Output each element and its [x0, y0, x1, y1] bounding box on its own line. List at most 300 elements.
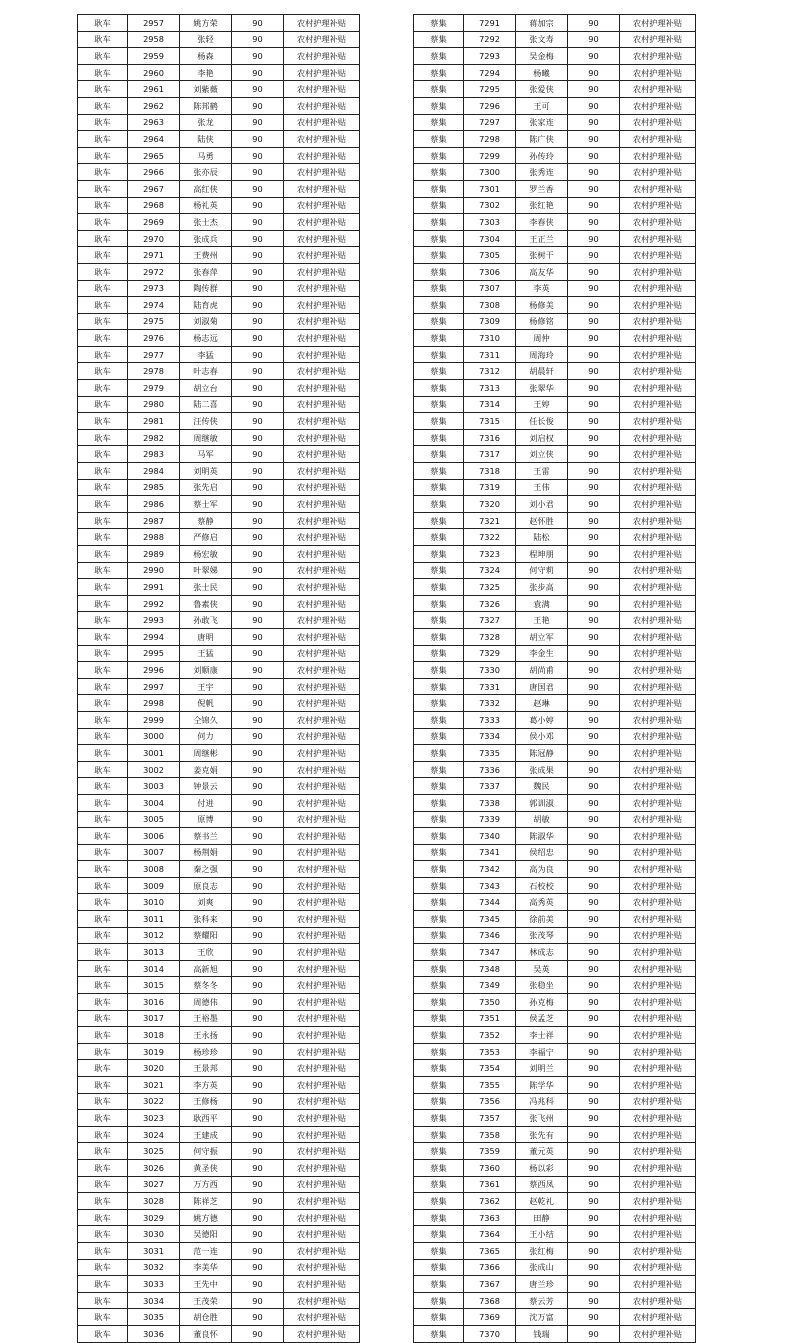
town-cell: 蔡集: [414, 396, 464, 413]
amount-cell: 90: [568, 595, 620, 612]
type-cell: 农村护理补贴: [620, 1159, 696, 1176]
name-cell: 王猛: [180, 645, 232, 662]
type-cell: 农村护理补贴: [620, 844, 696, 861]
serial-cell: 3027: [128, 1176, 180, 1193]
town-cell: 耿车: [78, 263, 128, 280]
name-cell: 李美华: [180, 1259, 232, 1276]
town-cell: 蔡集: [414, 960, 464, 977]
serial-cell: 2974: [128, 297, 180, 314]
amount-cell: 90: [232, 960, 284, 977]
table-row: [414, 1060, 696, 1077]
right-subsidy-table: [413, 14, 696, 1343]
amount-cell: 90: [568, 97, 620, 114]
serial-cell: 7295: [464, 81, 516, 98]
name-cell: 王永扬: [180, 1027, 232, 1044]
town-cell: 耿车: [78, 894, 128, 911]
table-row: [78, 546, 360, 563]
name-cell: 耿西平: [180, 1110, 232, 1127]
table-row: [78, 894, 360, 911]
type-cell: 农村护理补贴: [620, 1176, 696, 1193]
name-cell: 王雷: [516, 463, 568, 480]
town-cell: 耿车: [78, 1010, 128, 1027]
table-row: [414, 1209, 696, 1226]
amount-cell: 90: [568, 1226, 620, 1243]
town-cell: 蔡集: [414, 695, 464, 712]
table-row: [414, 1259, 696, 1276]
table-row: [414, 313, 696, 330]
type-cell: 农村护理补贴: [620, 147, 696, 164]
type-cell: 农村护理补贴: [620, 828, 696, 845]
table-row: [414, 761, 696, 778]
serial-cell: 3000: [128, 728, 180, 745]
type-cell: 农村护理补贴: [284, 811, 360, 828]
amount-cell: 90: [568, 877, 620, 894]
name-cell: 田静: [516, 1209, 568, 1226]
town-cell: 蔡集: [414, 1093, 464, 1110]
name-cell: 孙克梅: [516, 994, 568, 1011]
amount-cell: 90: [568, 280, 620, 297]
table-row: [78, 330, 360, 347]
name-cell: 张士杰: [180, 214, 232, 231]
serial-cell: 7366: [464, 1259, 516, 1276]
type-cell: 农村护理补贴: [620, 1043, 696, 1060]
serial-cell: 7308: [464, 297, 516, 314]
table-row: [78, 794, 360, 811]
town-cell: 蔡集: [414, 81, 464, 98]
name-cell: 唐兰珍: [516, 1276, 568, 1293]
type-cell: 农村护理补贴: [620, 297, 696, 314]
amount-cell: 90: [568, 313, 620, 330]
amount-cell: 90: [232, 778, 284, 795]
table-row: [78, 131, 360, 148]
type-cell: 农村护理补贴: [620, 745, 696, 762]
table-row: [78, 197, 360, 214]
table-row: [78, 579, 360, 596]
town-cell: 蔡集: [414, 280, 464, 297]
name-cell: 蔡书兰: [180, 828, 232, 845]
serial-cell: 7329: [464, 645, 516, 662]
town-cell: 蔡集: [414, 230, 464, 247]
table-row: [414, 1110, 696, 1127]
amount-cell: 90: [232, 297, 284, 314]
table-row: [414, 711, 696, 728]
town-cell: 耿车: [78, 180, 128, 197]
town-cell: 蔡集: [414, 1309, 464, 1326]
serial-cell: 3034: [128, 1292, 180, 1309]
town-cell: 耿车: [78, 1110, 128, 1127]
type-cell: 农村护理补贴: [284, 413, 360, 430]
amount-cell: 90: [232, 861, 284, 878]
serial-cell: 2988: [128, 529, 180, 546]
town-cell: 耿车: [78, 811, 128, 828]
table-row: [78, 64, 360, 81]
table-row: [78, 1060, 360, 1077]
serial-cell: 7293: [464, 48, 516, 65]
amount-cell: 90: [232, 1143, 284, 1160]
table-row: [414, 894, 696, 911]
amount-cell: 90: [232, 546, 284, 563]
amount-cell: 90: [232, 1093, 284, 1110]
serial-cell: 3020: [128, 1060, 180, 1077]
serial-cell: 3024: [128, 1126, 180, 1143]
name-cell: 仝锦久: [180, 711, 232, 728]
table-row: [78, 81, 360, 98]
serial-cell: 7304: [464, 230, 516, 247]
amount-cell: 90: [568, 180, 620, 197]
table-row: [414, 346, 696, 363]
serial-cell: 7321: [464, 512, 516, 529]
town-cell: 耿车: [78, 761, 128, 778]
town-cell: 耿车: [78, 828, 128, 845]
table-row: [414, 31, 696, 48]
type-cell: 农村护理补贴: [620, 994, 696, 1011]
serial-cell: 3035: [128, 1309, 180, 1326]
amount-cell: 90: [568, 247, 620, 264]
type-cell: 农村护理补贴: [284, 1292, 360, 1309]
serial-cell: 7319: [464, 479, 516, 496]
name-cell: 吴德阳: [180, 1226, 232, 1243]
name-cell: 胡仓胜: [180, 1309, 232, 1326]
town-cell: 耿车: [78, 479, 128, 496]
table-row: [78, 695, 360, 712]
type-cell: 农村护理补贴: [284, 1193, 360, 1210]
name-cell: 刘顺康: [180, 662, 232, 679]
amount-cell: 90: [232, 877, 284, 894]
amount-cell: 90: [232, 1110, 284, 1127]
town-cell: 耿车: [78, 413, 128, 430]
serial-cell: 7323: [464, 546, 516, 563]
name-cell: 姚方荣: [180, 15, 232, 32]
name-cell: 高秀英: [516, 894, 568, 911]
amount-cell: 90: [568, 562, 620, 579]
amount-cell: 90: [568, 1193, 620, 1210]
town-cell: 耿车: [78, 1027, 128, 1044]
serial-cell: 2982: [128, 429, 180, 446]
table-row: [414, 1143, 696, 1160]
amount-cell: 90: [568, 512, 620, 529]
name-cell: 陆育虎: [180, 297, 232, 314]
town-cell: 蔡集: [414, 877, 464, 894]
amount-cell: 90: [232, 529, 284, 546]
table-row: [414, 413, 696, 430]
serial-cell: 7370: [464, 1325, 516, 1342]
table-row: [414, 1077, 696, 1094]
amount-cell: 90: [568, 794, 620, 811]
table-row: [78, 960, 360, 977]
town-cell: 耿车: [78, 645, 128, 662]
serial-cell: 3008: [128, 861, 180, 878]
town-cell: 耿车: [78, 1077, 128, 1094]
type-cell: 农村护理补贴: [620, 463, 696, 480]
type-cell: 农村护理补贴: [620, 280, 696, 297]
town-cell: 耿车: [78, 595, 128, 612]
amount-cell: 90: [232, 794, 284, 811]
name-cell: 王可: [516, 97, 568, 114]
name-cell: 周仲: [516, 330, 568, 347]
town-cell: 蔡集: [414, 346, 464, 363]
serial-cell: 7311: [464, 346, 516, 363]
amount-cell: 90: [568, 1259, 620, 1276]
town-cell: 蔡集: [414, 1126, 464, 1143]
town-cell: 蔡集: [414, 1110, 464, 1127]
amount-cell: 90: [232, 147, 284, 164]
town-cell: 耿车: [78, 529, 128, 546]
town-cell: 耿车: [78, 214, 128, 231]
serial-cell: 3030: [128, 1226, 180, 1243]
table-row: [414, 180, 696, 197]
name-cell: 张亦辰: [180, 164, 232, 181]
name-cell: 高新旭: [180, 960, 232, 977]
serial-cell: 7357: [464, 1110, 516, 1127]
name-cell: 马军: [180, 446, 232, 463]
serial-cell: 3014: [128, 960, 180, 977]
amount-cell: 90: [568, 1209, 620, 1226]
type-cell: 农村护理补贴: [620, 778, 696, 795]
type-cell: 农村护理补贴: [620, 1077, 696, 1094]
amount-cell: 90: [568, 81, 620, 98]
serial-cell: 2977: [128, 346, 180, 363]
type-cell: 农村护理补贴: [284, 711, 360, 728]
town-cell: 蔡集: [414, 1242, 464, 1259]
town-cell: 蔡集: [414, 628, 464, 645]
amount-cell: 90: [232, 180, 284, 197]
amount-cell: 90: [232, 711, 284, 728]
town-cell: 耿车: [78, 297, 128, 314]
amount-cell: 90: [568, 546, 620, 563]
town-cell: 耿车: [78, 662, 128, 679]
town-cell: 蔡集: [414, 1143, 464, 1160]
serial-cell: 7358: [464, 1126, 516, 1143]
serial-cell: 7324: [464, 562, 516, 579]
serial-cell: 7364: [464, 1226, 516, 1243]
type-cell: 农村护理补贴: [620, 363, 696, 380]
type-cell: 农村护理补贴: [620, 1093, 696, 1110]
type-cell: 农村护理补贴: [284, 263, 360, 280]
amount-cell: 90: [232, 31, 284, 48]
town-cell: 耿车: [78, 64, 128, 81]
town-cell: 蔡集: [414, 745, 464, 762]
name-cell: 魏民: [516, 778, 568, 795]
type-cell: 农村护理补贴: [284, 1209, 360, 1226]
type-cell: 农村护理补贴: [284, 1010, 360, 1027]
name-cell: 黄圣侠: [180, 1159, 232, 1176]
table-row: [414, 147, 696, 164]
amount-cell: 90: [568, 463, 620, 480]
table-row: [414, 927, 696, 944]
town-cell: 蔡集: [414, 479, 464, 496]
type-cell: 农村护理补贴: [284, 446, 360, 463]
amount-cell: 90: [232, 330, 284, 347]
serial-cell: 7349: [464, 977, 516, 994]
serial-cell: 7310: [464, 330, 516, 347]
town-cell: 蔡集: [414, 512, 464, 529]
type-cell: 农村护理补贴: [284, 927, 360, 944]
name-cell: 杨以彩: [516, 1159, 568, 1176]
table-row: [414, 595, 696, 612]
serial-cell: 2996: [128, 662, 180, 679]
type-cell: 农村护理补贴: [620, 811, 696, 828]
name-cell: 侯绍忠: [516, 844, 568, 861]
type-cell: 农村护理补贴: [284, 579, 360, 596]
name-cell: 赵乾礼: [516, 1193, 568, 1210]
serial-cell: 7300: [464, 164, 516, 181]
town-cell: 蔡集: [414, 927, 464, 944]
table-row: [78, 711, 360, 728]
amount-cell: 90: [232, 612, 284, 629]
serial-cell: 3013: [128, 944, 180, 961]
type-cell: 农村护理补贴: [284, 1325, 360, 1342]
table-row: [414, 678, 696, 695]
serial-cell: 7361: [464, 1176, 516, 1193]
table-row: [414, 944, 696, 961]
name-cell: 王艳: [516, 612, 568, 629]
table-row: [414, 745, 696, 762]
table-row: [414, 960, 696, 977]
amount-cell: 90: [232, 479, 284, 496]
town-cell: 耿车: [78, 1259, 128, 1276]
serial-cell: 2970: [128, 230, 180, 247]
serial-cell: 7316: [464, 429, 516, 446]
table-row: [78, 463, 360, 480]
town-cell: 蔡集: [414, 1325, 464, 1342]
name-cell: 杨礼英: [180, 197, 232, 214]
name-cell: 李春侠: [516, 214, 568, 231]
type-cell: 农村护理补贴: [284, 595, 360, 612]
type-cell: 农村护理补贴: [620, 413, 696, 430]
name-cell: 胡尚甫: [516, 662, 568, 679]
serial-cell: 7334: [464, 728, 516, 745]
name-cell: 张爱侠: [516, 81, 568, 98]
name-cell: 赵怀胜: [516, 512, 568, 529]
table-row: [78, 811, 360, 828]
name-cell: 赵琳: [516, 695, 568, 712]
serial-cell: 2960: [128, 64, 180, 81]
serial-cell: 3010: [128, 894, 180, 911]
serial-cell: 2998: [128, 695, 180, 712]
type-cell: 农村护理补贴: [620, 1193, 696, 1210]
town-cell: 蔡集: [414, 413, 464, 430]
type-cell: 农村护理补贴: [620, 1226, 696, 1243]
serial-cell: 2983: [128, 446, 180, 463]
name-cell: 姜克娟: [180, 761, 232, 778]
serial-cell: 7354: [464, 1060, 516, 1077]
name-cell: 原博: [180, 811, 232, 828]
type-cell: 农村护理补贴: [620, 512, 696, 529]
type-cell: 农村护理补贴: [284, 1043, 360, 1060]
town-cell: 耿车: [78, 695, 128, 712]
table-row: [78, 1292, 360, 1309]
name-cell: 周海玲: [516, 346, 568, 363]
serial-cell: 7352: [464, 1027, 516, 1044]
table-row: [78, 446, 360, 463]
serial-cell: 7309: [464, 313, 516, 330]
type-cell: 农村护理补贴: [620, 1259, 696, 1276]
table-row: [414, 396, 696, 413]
town-cell: 蔡集: [414, 1060, 464, 1077]
serial-cell: 7368: [464, 1292, 516, 1309]
town-cell: 耿车: [78, 164, 128, 181]
name-cell: 吴金梅: [516, 48, 568, 65]
table-row: [78, 1110, 360, 1127]
table-row: [414, 164, 696, 181]
amount-cell: 90: [232, 695, 284, 712]
name-cell: 蔡云芳: [516, 1292, 568, 1309]
table-row: [414, 695, 696, 712]
amount-cell: 90: [232, 463, 284, 480]
amount-cell: 90: [568, 745, 620, 762]
serial-cell: 2992: [128, 595, 180, 612]
table-row: [414, 529, 696, 546]
name-cell: 郭训淑: [516, 794, 568, 811]
amount-cell: 90: [568, 396, 620, 413]
type-cell: 农村护理补贴: [620, 114, 696, 131]
amount-cell: 90: [568, 960, 620, 977]
serial-cell: 7296: [464, 97, 516, 114]
table-row: [78, 1193, 360, 1210]
name-cell: 张步高: [516, 579, 568, 596]
amount-cell: 90: [232, 97, 284, 114]
name-cell: 蔡西凤: [516, 1176, 568, 1193]
table-row: [78, 662, 360, 679]
amount-cell: 90: [232, 214, 284, 231]
type-cell: 农村护理补贴: [284, 977, 360, 994]
name-cell: 王欣: [180, 944, 232, 961]
amount-cell: 90: [232, 396, 284, 413]
name-cell: 刘立侠: [516, 446, 568, 463]
table-row: [414, 728, 696, 745]
type-cell: 农村护理补贴: [620, 628, 696, 645]
amount-cell: 90: [232, 446, 284, 463]
name-cell: 董良怀: [180, 1325, 232, 1342]
amount-cell: 90: [232, 1259, 284, 1276]
amount-cell: 90: [232, 811, 284, 828]
table-row: [414, 64, 696, 81]
name-cell: 杨曦: [516, 64, 568, 81]
town-cell: 耿车: [78, 247, 128, 264]
name-cell: 张红梅: [516, 1242, 568, 1259]
town-cell: 耿车: [78, 330, 128, 347]
table-row: [414, 844, 696, 861]
name-cell: 唐国君: [516, 678, 568, 695]
type-cell: 农村护理补贴: [284, 363, 360, 380]
table-row: [78, 1010, 360, 1027]
table-row: [414, 1309, 696, 1326]
name-cell: 张成果: [516, 761, 568, 778]
amount-cell: 90: [568, 1176, 620, 1193]
town-cell: 耿车: [78, 1209, 128, 1226]
name-cell: 刘明兰: [516, 1060, 568, 1077]
amount-cell: 90: [568, 828, 620, 845]
amount-cell: 90: [232, 994, 284, 1011]
amount-cell: 90: [568, 297, 620, 314]
town-cell: 耿车: [78, 944, 128, 961]
name-cell: 秦之强: [180, 861, 232, 878]
type-cell: 农村护理补贴: [284, 728, 360, 745]
amount-cell: 90: [232, 944, 284, 961]
town-cell: 耿车: [78, 745, 128, 762]
amount-cell: 90: [568, 496, 620, 513]
serial-cell: 7313: [464, 380, 516, 397]
table-row: [78, 15, 360, 32]
type-cell: 农村护理补贴: [284, 180, 360, 197]
name-cell: 王建成: [180, 1126, 232, 1143]
amount-cell: 90: [232, 745, 284, 762]
serial-cell: 2965: [128, 147, 180, 164]
type-cell: 农村护理补贴: [284, 778, 360, 795]
type-cell: 农村护理补贴: [284, 114, 360, 131]
name-cell: 葛小婷: [516, 711, 568, 728]
amount-cell: 90: [568, 197, 620, 214]
